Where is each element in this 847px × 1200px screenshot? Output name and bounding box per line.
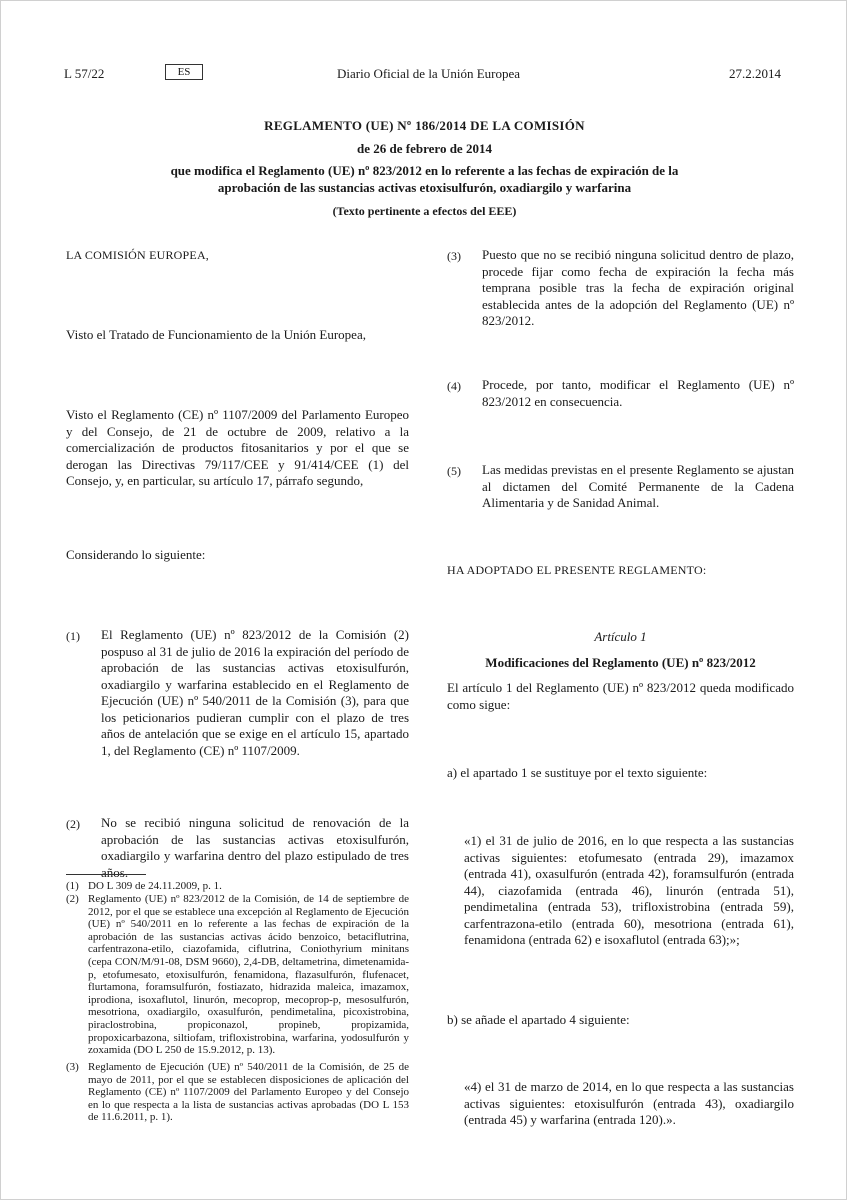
recital-5-number: (5) [447, 464, 461, 478]
footnote-1 [66, 880, 409, 893]
footnote-divider [66, 874, 146, 875]
quoted-paragraph-4: «4) el 31 de marzo de 2014, en lo que respecta a las sustancias activas siguientes: etoxisulfurón (entrada 43), oxadiargilo (entrada 45) y warfarina (entrada 120).». [464, 1079, 794, 1127]
regulation-subject [61, 162, 788, 196]
point-b: b) se añade el apartado 4 siguiente: [447, 1012, 630, 1027]
regulation-title: REGLAMENTO (UE) Nº 186/2014 DE LA COMISIÓN [264, 118, 585, 133]
footnote-3-text: Reglamento de Ejecución (UE) nº 540/2011 de la Comisión, de 25 de mayo de 2011, por el que se establecen disposiciones de aplicación del Reglamento (CE) nº 1107/2009 del Parlamento Europeo y del Consejo en lo que respecta a la lista de sustancias activas aprobadas (DO L 153 de 11.6.2011, p. 1). [88, 1061, 409, 1124]
eea-relevance: (Texto pertinente a efectos del EEE) [332, 204, 517, 218]
language-badge: ES [165, 64, 203, 80]
commission-heading: LA COMISIÓN EUROPEA, [66, 248, 210, 262]
recital-1: El Reglamento (UE) nº 823/2012 de la Comisión (2) pospuso al 31 de julio de 2016 la expiración del período de aprobación de las sustancias activas etoxisulfurón, oxadiargilo y warfarina establecido en el Reglamento de Ejecución (UE) nº 540/2011 de la Comisión (3), para que los peticionarios pudieran cumplir con el plazo de tres años de antelación que se exige en el artículo 15, apartado 1, del Reglamento (CE) nº 1107/2009. [101, 627, 409, 758]
article-title: Artículo 1 [594, 629, 647, 644]
footnote-3-mark: (3) [66, 1061, 79, 1073]
article-heading: Modificaciones del Reglamento (UE) nº 823/2012 [485, 655, 756, 670]
footnote-2-mark: (2) [66, 893, 79, 905]
subject-line-2: aprobación de las sustancias activas etoxisulfurón, oxadiargilo y warfarina [217, 180, 632, 195]
journal-name: Diario Oficial de la Unión Europea [337, 66, 521, 81]
recital-5: Las medidas previstas en el presente Reglamento se ajustan al dictamen del Comité Permanente de la Cadena Alimentaria y de Sanidad Animal. [482, 462, 794, 510]
issue-number: L 57/22 [64, 66, 105, 81]
visto-treaty: Visto el Tratado de Funcionamiento de la Unión Europea, [66, 327, 366, 342]
recital-4: Procede, por tanto, modificar el Reglamento (UE) nº 823/2012 en consecuencia. [482, 377, 794, 409]
recital-3: Puesto que no se recibió ninguna solicitud dentro de plazo, procede fijar como fecha de expiración la fecha más temprana posible tras la fecha de expiración original establecida antes de la adopción del Reglamento (UE) nº 823/2012. [482, 247, 794, 328]
recital-1-number: (1) [66, 629, 80, 643]
recital-2-number: (2) [66, 817, 80, 831]
visto-regulation: Visto el Reglamento (CE) nº 1107/2009 del Parlamento Europeo y del Consejo, de 21 de octubre de 2009, relativo a la comercialización de productos fitosanitarios y por el que se derogan las Directivas 79/117/CEE y 91/414/CEE (1) del Consejo, y, en particular, su artículo 17, párrafo segundo, [66, 407, 409, 488]
footnote-1-text: DO L 309 de 24.11.2009, p. 1. [88, 880, 222, 892]
footnote-1-mark: (1) [66, 880, 79, 892]
quoted-paragraph-1: «1) el 31 de julio de 2016, en lo que respecta a las sustancias activas siguientes: etofumesato (entrada 29), imazamox (entrada 41), oxasulfurón (entrada 42), foramsulfurón (entrada 44), ciazofamida (entrada 46), linurón (entrada 51), pendimetalina (entrada 53), trifloxistrobina (entrada 59), carfentrazona-etilo (entrada 60), mesotriona (entrada 61), fenamidona (entrada 62) e isoxaflutol (entrada 63);»; [464, 833, 794, 947]
footnote-3 [66, 1061, 409, 1124]
publication-date: 27.2.2014 [729, 66, 781, 81]
adopted-heading: HA ADOPTADO EL PRESENTE REGLAMENTO: [447, 563, 707, 577]
recital-4-number: (4) [447, 379, 461, 393]
article-intro: El artículo 1 del Reglamento (UE) nº 823/2012 queda modificado como sigue: [447, 680, 794, 712]
footnote-2 [66, 893, 409, 1057]
footnote-2-text: Reglamento (UE) nº 823/2012 de la Comisión, de 14 de septiembre de 2012, por el que se establece una excepción al Reglamento de Ejecución (UE) nº 540/2011 en lo referente a las fechas de expiración de la aprobación de las sustancias activas ácido benzoico, betaciflutrina, carfentrazona-etilo, ciazofamida, ciflutrina, Coniothyrium minitans (cepa CON/M/91-08, DSM 9660), 2,4-DB, deltametrina, dimetenamida-p, etofumesato, etoxisulfurón, fenamidona, flazasulfurón, flufenacet, flurtamona, foramsulfurón, fostiazato, hidrazida maleica, imazamox, iprodiona, isoxaflutol, linurón, mecoprop, mecoprop-p, mesosulfurón, mesotriona, oxadiargilo, oxasulfurón, pendimetalina, picoxistrobina, piraclostrobina, propiconazol, propineb, propizamida, propoxicarbazona, siltiofam, trifloxistrobina, warfarina, yodosulfurón y zoxamida (DO L 250 de 15.9.2012, p. 13). [88, 893, 409, 1057]
point-a: a) el apartado 1 se sustituye por el texto siguiente: [447, 765, 708, 780]
considerando-heading: Considerando lo siguiente: [66, 547, 206, 562]
regulation-date: de 26 de febrero de 2014 [357, 141, 492, 156]
subject-line-1: que modifica el Reglamento (UE) nº 823/2012 en lo referente a las fechas de expiración de la [170, 163, 679, 178]
recital-3-number: (3) [447, 249, 461, 263]
recital-2: No se recibió ninguna solicitud de renovación de la aprobación de las sustancias activas etoxisulfurón, oxadiargilo y warfarina dentro del plazo estipulado de tres años. [101, 815, 409, 880]
